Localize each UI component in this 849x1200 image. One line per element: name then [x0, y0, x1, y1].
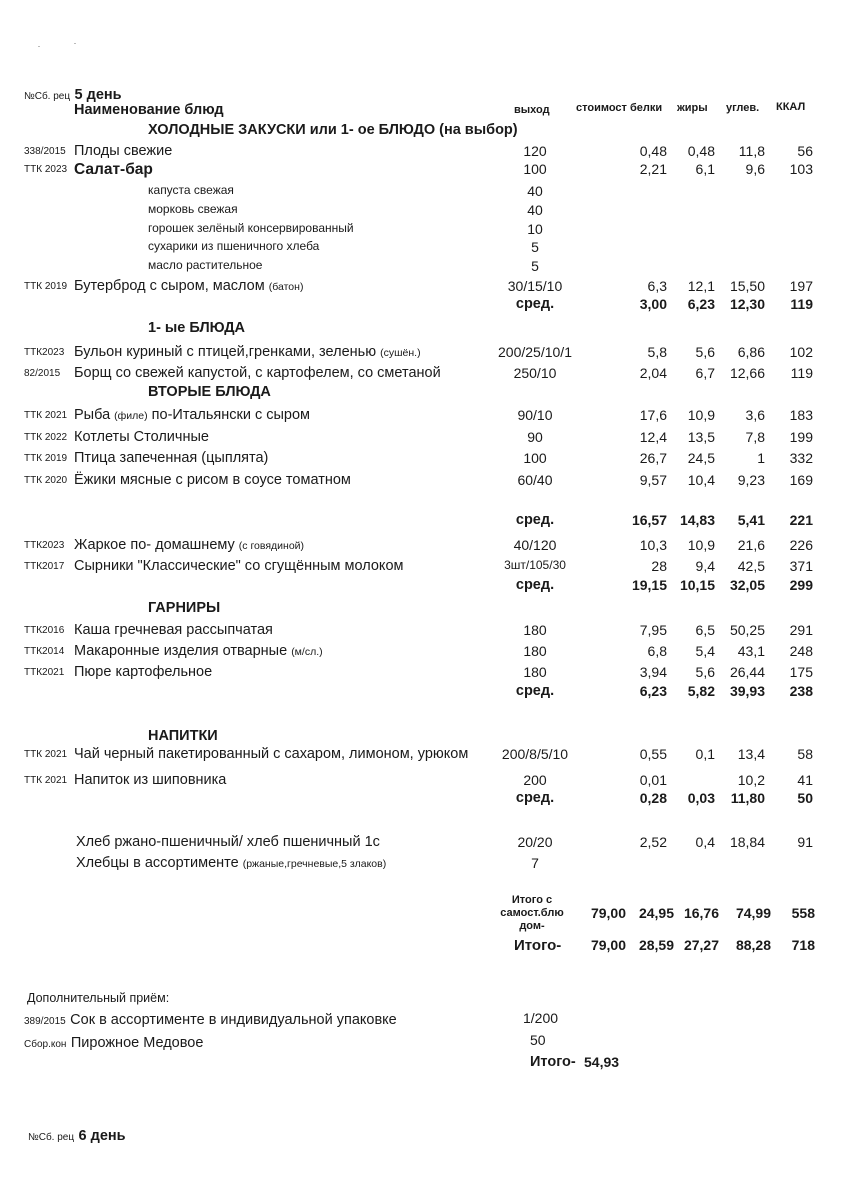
- kcal-cell: 299: [789, 577, 813, 593]
- yield-cell: 250/10: [513, 365, 557, 381]
- dish-name: [74, 537, 304, 553]
- carb-cell: 42,5: [737, 558, 765, 574]
- carb-cell: 11,8: [738, 143, 765, 159]
- dish-note: (батон): [268, 281, 304, 293]
- yield-cell: 200/8/5/10: [501, 746, 569, 762]
- extra-item: [24, 1011, 397, 1029]
- dish-name-text: Птица запеченная (цыплята): [74, 450, 269, 466]
- dish-name: [74, 643, 323, 659]
- dish-name: [76, 855, 386, 871]
- carb-cell: 12,66: [729, 365, 765, 381]
- fat-cell: 5,6: [695, 344, 715, 360]
- kcal-cell: 175: [789, 664, 813, 680]
- dish-name: [74, 664, 212, 680]
- carb-cell: 9,23: [737, 472, 765, 488]
- total-fat: 27,27: [683, 937, 719, 953]
- carb-cell: 6,86: [737, 344, 765, 360]
- carb-cell: 12,30: [729, 296, 765, 312]
- yield-cell: 5: [531, 258, 539, 274]
- protein-cell: 2,04: [639, 365, 667, 381]
- fat-cell: 0,03: [687, 790, 715, 806]
- section-first-courses: 1- ые БЛЮДА: [148, 320, 246, 336]
- yield-cell: 30/15/10: [507, 278, 563, 294]
- dish-name: [148, 221, 354, 235]
- total-cost: 79,00: [590, 937, 626, 953]
- column-header-carb: углев.: [726, 102, 760, 114]
- carb-cell: 39,93: [729, 683, 765, 699]
- dish-name-text: Рыба: [74, 407, 115, 423]
- yield-cell: 100: [523, 450, 547, 466]
- yield-cell: сред.: [515, 683, 555, 699]
- dish-name: [74, 746, 468, 762]
- protein-cell: 12,4: [639, 429, 667, 445]
- dish-note: (сушён.): [380, 347, 421, 359]
- dish-name-text: сухарики из пшеничного хлеба: [148, 239, 320, 253]
- dish-name-text: Пюре картофельное: [74, 664, 213, 680]
- total-kcal: 718: [791, 937, 815, 953]
- dish-name-text: капуста свежая: [148, 183, 234, 197]
- dish-note: (филе): [114, 410, 148, 422]
- recipe-code: ТТК 2023: [24, 164, 68, 175]
- carb-cell: 1: [757, 450, 765, 466]
- protein-cell: 0,01: [639, 772, 667, 788]
- dish-name: [148, 258, 262, 272]
- fat-cell: 10,9: [687, 537, 715, 553]
- fat-cell: 0,4: [695, 834, 715, 850]
- dish-note: (с говядиной): [238, 540, 305, 552]
- day-title: 5 день: [74, 87, 122, 103]
- fat-cell: 9,4: [695, 558, 715, 574]
- dish-name-text: масло растительное: [148, 258, 263, 272]
- kcal-cell: 58: [797, 746, 813, 762]
- protein-cell: 16,57: [631, 512, 667, 528]
- protein-cell: 26,7: [639, 450, 667, 466]
- carb-cell: 43,1: [737, 643, 765, 659]
- dish-name-text: Сырники "Классические" со сгущённым молоком: [74, 558, 404, 574]
- fat-cell: 10,4: [687, 472, 715, 488]
- dish-name-text: Бутерброд с сыром, маслом: [74, 278, 269, 294]
- protein-cell: 3,94: [639, 664, 667, 680]
- recipe-code: ТТК 2021: [24, 749, 68, 760]
- yield-cell: 20/20: [517, 834, 553, 850]
- dish-name: Пирожное Медовое: [70, 1035, 204, 1051]
- recipe-code: Сбор.кон: [24, 1039, 67, 1050]
- recipe-code: ТТК2023: [24, 540, 65, 551]
- protein-cell: 2,21: [639, 161, 667, 177]
- fat-cell: 6,5: [695, 622, 715, 638]
- carb-cell: 15,50: [729, 278, 765, 294]
- kcal-cell: 119: [790, 365, 813, 381]
- protein-cell: 10,3: [639, 537, 667, 553]
- dish-name-text: Хлебцы в ассортименте: [76, 855, 243, 871]
- dish-name-text: Хлеб ржано-пшеничный/ хлеб пшеничный 1с: [76, 834, 380, 850]
- protein-cell: 0,55: [639, 746, 667, 762]
- column-header-name: Наименование блюд: [74, 102, 224, 118]
- carb-cell: 32,05: [729, 577, 765, 593]
- carb-cell: 26,44: [729, 664, 765, 680]
- yield-cell: 10: [527, 221, 543, 237]
- recipe-code: ТТК2014: [24, 646, 65, 657]
- fat-cell: 6,23: [687, 296, 715, 312]
- protein-cell: 6,8: [647, 643, 667, 659]
- subtotal-kcal: 558: [791, 905, 815, 921]
- yield-cell: сред.: [515, 577, 555, 593]
- yield-cell: 90/10: [517, 407, 553, 423]
- protein-cell: 2,52: [639, 834, 667, 850]
- fat-cell: 6,1: [695, 161, 715, 177]
- extra-total-label: Итого-: [530, 1054, 576, 1070]
- total-label: Итого-: [514, 937, 562, 954]
- extra-item-out: 1/200: [523, 1010, 559, 1026]
- fat-cell: 5,82: [687, 683, 715, 699]
- yield-cell: 180: [523, 622, 547, 638]
- subtotal-carb: 74,99: [735, 905, 771, 921]
- yield-cell: 40/120: [513, 537, 557, 553]
- kcal-cell: 41: [797, 772, 813, 788]
- dish-name: [76, 834, 380, 850]
- fat-cell: 0,48: [687, 143, 715, 159]
- recipe-code: ТТК 2019: [24, 453, 68, 464]
- column-header-cost: стоимост: [576, 102, 627, 114]
- yield-cell: 180: [523, 664, 547, 680]
- day-title: 6 день: [78, 1128, 126, 1144]
- fat-cell: 12,1: [687, 278, 715, 294]
- recipe-code: ТТК 2021: [24, 410, 68, 421]
- yield-cell: 200: [523, 772, 547, 788]
- dish-name-text: морковь свежая: [148, 202, 238, 216]
- dish-name: [148, 183, 234, 197]
- carb-cell: 50,25: [729, 622, 765, 638]
- yield-cell: сред.: [515, 512, 555, 528]
- recipe-code: ТТК2016: [24, 625, 65, 636]
- dish-name: [74, 622, 273, 638]
- yield-cell: сред.: [515, 790, 555, 806]
- subtotal-label: [498, 894, 566, 933]
- yield-cell: сред.: [515, 296, 555, 312]
- recipe-code: ТТК2023: [24, 347, 65, 358]
- subtotal-label-line: самост.блю: [500, 907, 564, 919]
- subtotal-label-line: Итого с: [511, 894, 553, 906]
- protein-cell: 9,57: [639, 472, 667, 488]
- protein-cell: 0,48: [639, 143, 667, 159]
- recipe-code: ТТК 2022: [24, 432, 68, 443]
- protein-cell: 17,6: [639, 407, 667, 423]
- dish-name: Сок в ассортименте в индивидуальной упаковке: [70, 1012, 397, 1028]
- fat-cell: 14,83: [679, 512, 715, 528]
- dish-name: [74, 772, 226, 788]
- kcal-cell: 103: [789, 161, 813, 177]
- dish-name-text: Каша гречневая рассыпчатая: [74, 622, 273, 638]
- scan-speck: [74, 43, 76, 44]
- dish-name-text: Борщ со свежей капустой, с картофелем, со сметаной: [74, 365, 441, 381]
- dish-name-text: Чай черный пакетированный с сахаром, лимоном, урюком: [74, 746, 469, 762]
- kcal-cell: 248: [789, 643, 813, 659]
- recipe-code: ТТК2021: [24, 667, 65, 678]
- dish-name: [74, 161, 153, 179]
- recipe-prefix: №Сб. рец: [28, 1132, 75, 1143]
- carb-cell: 10,2: [737, 772, 765, 788]
- dish-name-text: Ёжики мясные с рисом в соусе томатном: [74, 472, 351, 488]
- yield-cell: 100: [523, 161, 547, 177]
- kcal-cell: 50: [797, 790, 813, 806]
- subtotal-protein: 24,95: [638, 905, 674, 921]
- section-second-courses: ВТОРЫЕ БЛЮДА: [148, 384, 271, 400]
- recipe-prefix: №Сб. рец: [24, 91, 71, 102]
- protein-cell: 19,15: [631, 577, 667, 593]
- dish-name-text: Плоды свежие: [74, 143, 173, 159]
- dish-name-text: горошек зелёный консервированный: [148, 221, 354, 235]
- protein-cell: 28: [651, 558, 667, 574]
- kcal-cell: 119: [790, 296, 813, 312]
- protein-cell: 6,23: [639, 683, 667, 699]
- dish-name-text: по-Итальянски с сыром: [147, 407, 311, 423]
- subtotal-fat: 16,76: [683, 905, 719, 921]
- dish-name: [74, 365, 441, 381]
- kcal-cell: 238: [789, 683, 813, 699]
- yield-cell: 7: [531, 855, 539, 871]
- kcal-cell: 291: [789, 622, 813, 638]
- protein-cell: 7,95: [639, 622, 667, 638]
- kcal-cell: 169: [789, 472, 813, 488]
- protein-cell: 6,3: [647, 278, 667, 294]
- recipe-code: 82/2015: [24, 368, 61, 379]
- yield-cell: 180: [523, 643, 547, 659]
- dish-name: [74, 472, 351, 488]
- recipe-code: 338/2015: [24, 146, 66, 157]
- dish-name: [74, 450, 268, 466]
- subtotal-label-line: дом-: [519, 920, 545, 932]
- dish-name-text: Макаронные изделия отварные: [74, 643, 292, 659]
- dish-note: (ржаные,гречневые,5 злаков): [242, 858, 387, 870]
- fat-cell: 5,4: [695, 643, 715, 659]
- total-carb: 88,28: [735, 937, 771, 953]
- recipe-code: 389/2015: [24, 1016, 66, 1027]
- dish-name: [148, 239, 319, 253]
- dish-name-text: Жаркое по- домашнему: [74, 537, 239, 553]
- yield-cell: 5: [531, 239, 539, 255]
- carb-cell: 9,6: [745, 161, 765, 177]
- dish-name-text: Напиток из шиповника: [74, 772, 227, 788]
- fat-cell: 10,15: [679, 577, 715, 593]
- dish-name: [74, 407, 310, 423]
- carb-cell: 7,8: [745, 429, 765, 445]
- kcal-cell: 56: [797, 143, 813, 159]
- kcal-cell: 102: [789, 344, 813, 360]
- fat-cell: 0,1: [695, 746, 715, 762]
- carb-cell: 5,41: [737, 512, 765, 528]
- dish-name: [74, 278, 303, 294]
- subtotal-cost: 79,00: [590, 905, 626, 921]
- recipe-code: ТТК 2020: [24, 475, 68, 486]
- carb-cell: 13,4: [737, 746, 765, 762]
- dish-name: [74, 344, 421, 360]
- recipe-code: ТТК2017: [24, 561, 65, 572]
- kcal-cell: 199: [789, 429, 813, 445]
- kcal-cell: 226: [789, 537, 813, 553]
- carb-cell: 3,6: [745, 407, 765, 423]
- extra-meal-title: Дополнительный приём:: [27, 991, 170, 1005]
- kcal-cell: 221: [789, 512, 813, 528]
- protein-cell: 3,00: [639, 296, 667, 312]
- kcal-cell: 183: [789, 407, 813, 423]
- carb-cell: 21,6: [737, 537, 765, 553]
- yield-cell: 90: [527, 429, 543, 445]
- column-header-protein: белки: [630, 102, 663, 114]
- column-header-out: выход: [514, 104, 550, 116]
- fat-cell: 6,7: [695, 365, 715, 381]
- fat-cell: 5,6: [695, 664, 715, 680]
- protein-cell: 0,28: [639, 790, 667, 806]
- dish-name-text: Котлеты Столичные: [74, 429, 209, 445]
- yield-cell: 3шт/105/30: [504, 558, 566, 572]
- recipe-code: ТТК 2021: [24, 775, 68, 786]
- yield-cell: 200/25/10/1: [498, 344, 572, 360]
- dish-name-text: Бульон куриный с птицей,гренками, зеленью: [74, 344, 381, 360]
- dish-note: (м/сл.): [291, 646, 323, 658]
- section-cold-appetizers: ХОЛОДНЫЕ ЗАКУСКИ или 1- ое БЛЮДО (на выбор): [148, 122, 518, 138]
- dish-name: [148, 202, 238, 216]
- kcal-cell: 332: [789, 450, 813, 466]
- section-garnishes: ГАРНИРЫ: [148, 600, 221, 616]
- column-header-kcal: ККАЛ: [776, 101, 806, 113]
- kcal-cell: 197: [789, 278, 813, 294]
- yield-cell: 40: [527, 183, 543, 199]
- dish-name: [74, 143, 172, 159]
- extra-total-value: 54,93: [584, 1054, 620, 1070]
- yield-cell: 60/40: [517, 472, 553, 488]
- fat-cell: 13,5: [687, 429, 715, 445]
- carb-cell: 18,84: [729, 834, 765, 850]
- extra-item-out: 50: [530, 1032, 546, 1048]
- protein-cell: 5,8: [647, 344, 667, 360]
- total-protein: 28,59: [638, 937, 674, 953]
- fat-cell: 10,9: [687, 407, 715, 423]
- extra-item: [24, 1034, 203, 1052]
- carb-cell: 11,80: [730, 790, 765, 806]
- dish-name: [74, 429, 209, 445]
- yield-cell: 40: [527, 202, 543, 218]
- dish-name: [74, 558, 403, 574]
- scan-speck: [38, 46, 40, 47]
- dish-name-text: Салат-бар: [74, 161, 153, 178]
- kcal-cell: 91: [797, 834, 813, 850]
- kcal-cell: 371: [789, 558, 813, 574]
- section-drinks: НАПИТКИ: [148, 728, 218, 744]
- day-heading: [28, 1127, 126, 1145]
- column-header-fat: жиры: [677, 102, 708, 114]
- fat-cell: 24,5: [687, 450, 715, 466]
- recipe-code: ТТК 2019: [24, 281, 68, 292]
- yield-cell: 120: [523, 143, 547, 159]
